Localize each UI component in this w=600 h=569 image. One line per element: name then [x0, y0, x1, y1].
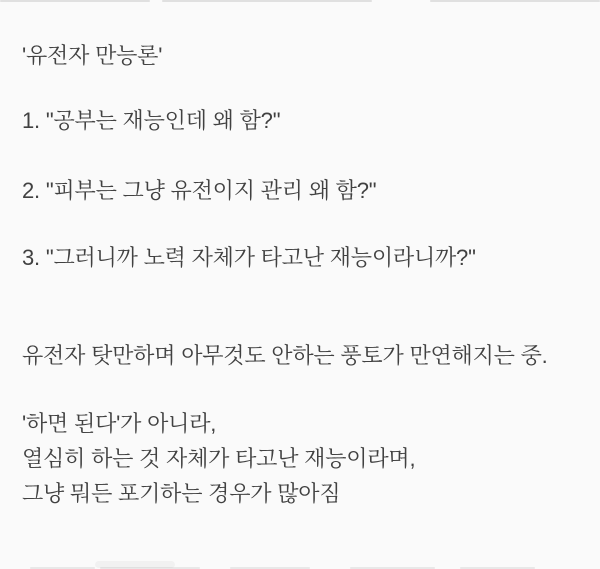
top-edge-artifact [0, 0, 150, 2]
closing-line-2: 열심히 하는 것 자체가 타고난 재능이라며, [22, 446, 416, 471]
closing-paragraph [22, 406, 415, 511]
numbered-quote-2: 2. "피부는 그냥 유전이지 관리 왜 함?" [22, 178, 377, 203]
numbered-quote-3: 3. "그러니까 노력 자체가 타고난 재능이라니까?" [22, 245, 476, 270]
closing-line-3: 그냥 뭐든 포기하는 경우가 많아짐 [22, 481, 341, 506]
numbered-quote-1: 1. "공부는 재능인데 왜 함?" [22, 108, 281, 133]
summary-line: 유전자 탓만하며 아무것도 안하는 풍토가 만연해지는 중. [22, 343, 548, 368]
closing-line-1: '하면 된다'가 아니라, [22, 411, 217, 436]
post-title: '유전자 만능론' [22, 43, 163, 68]
top-edge-artifact [162, 0, 372, 2]
top-edge-artifact [430, 0, 600, 2]
